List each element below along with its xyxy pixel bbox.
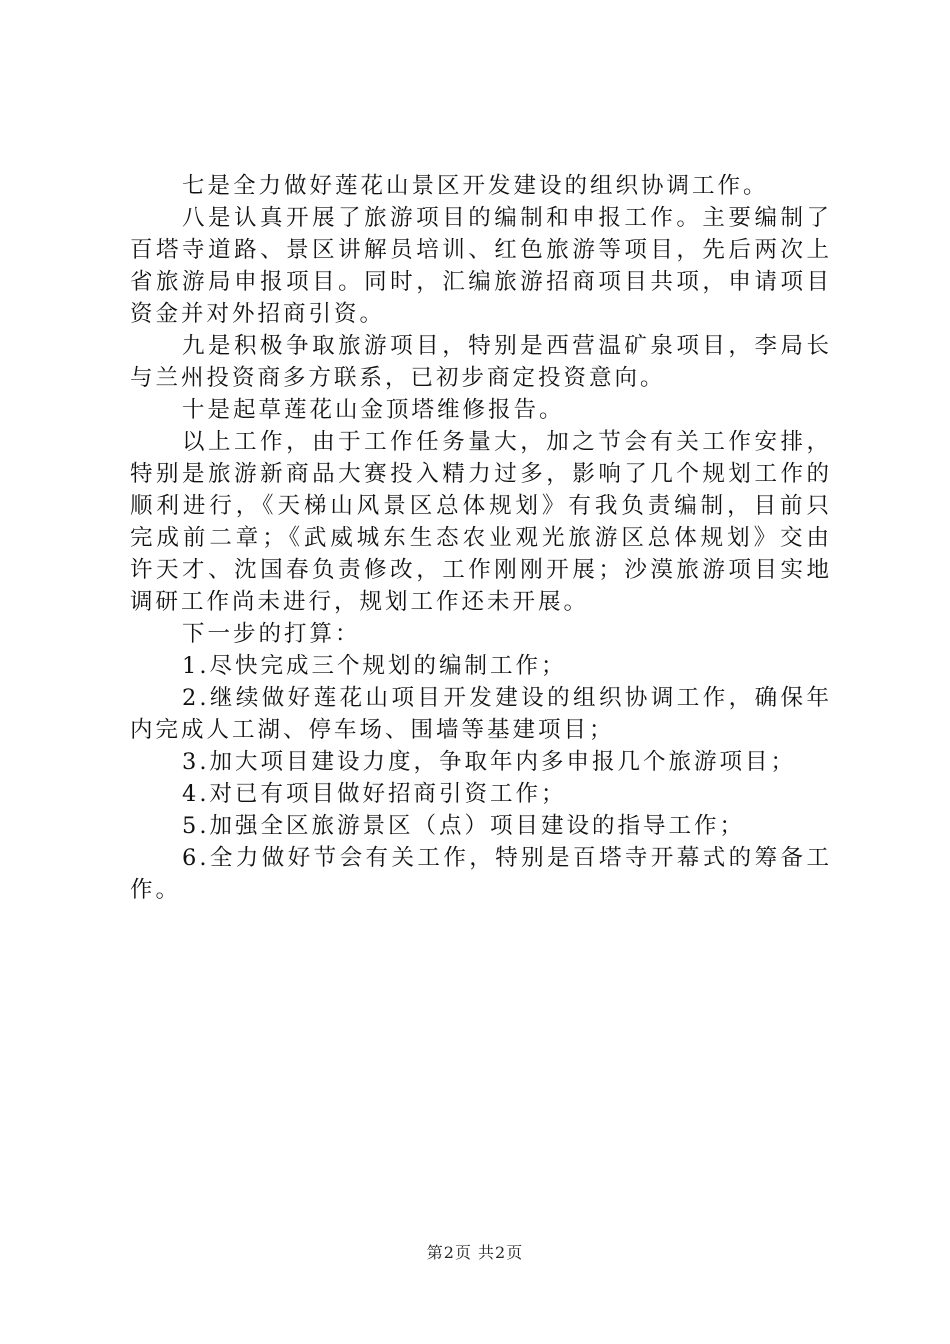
paragraph-next-steps-heading: 下一步的打算： [182, 621, 361, 647]
next-step-item-6: 6.全力做好节会有关工作，特别是百塔寺开幕式的筹备工作。 [130, 845, 832, 903]
next-step-item-4: 4.对已有项目做好招商引资工作； [182, 781, 567, 807]
paragraph-item-7: 七是全力做好莲花山景区开发建设的组织协调工作。 [182, 173, 769, 199]
next-step-item-3: 3.加大项目建设力度，争取年内多申报几个旅游项目； [182, 749, 796, 775]
next-step-item-1: 1.尽快完成三个规划的编制工作； [182, 653, 567, 679]
next-step-item-2: 2.继续做好莲花山项目开发建设的组织协调工作，确保年内完成人工湖、停车场、围墙等基建项目； [130, 685, 832, 743]
paragraph-item-9: 九是积极争取旅游项目，特别是西营温矿泉项目，李局长与兰州投资商多方联系，已初步商定投资意向。 [130, 333, 832, 391]
paragraph-summary: 以上工作，由于工作任务量大，加之节会有关工作安排，特别是旅游新商品大赛投入精力过多，影响了几个规划工作的顺利进行，《天梯山风景区总体规划》有我负责编制，目前只完成前二章；《武威城东生态农业观光旅游区总体规划》交由许天才、沈国春负责修改，工作刚刚开展；沙漠旅游项目实地调研工作尚未进行，规划工作还未开展。 [130, 429, 832, 615]
paragraph-item-10: 十是起草莲花山金顶塔维修报告。 [182, 397, 565, 423]
document-body [130, 170, 832, 906]
page-footer: 第2页 共2页 [426, 1243, 524, 1262]
next-step-item-5: 5.加强全区旅游景区（点）项目建设的指导工作； [182, 813, 745, 839]
paragraph-item-8: 八是认真开展了旅游项目的编制和申报工作。主要编制了百塔寺道路、景区讲解员培训、红色旅游等项目，先后两次上省旅游局申报项目。同时，汇编旅游招商项目共项，申请项目资金并对外招商引资。 [130, 205, 832, 327]
